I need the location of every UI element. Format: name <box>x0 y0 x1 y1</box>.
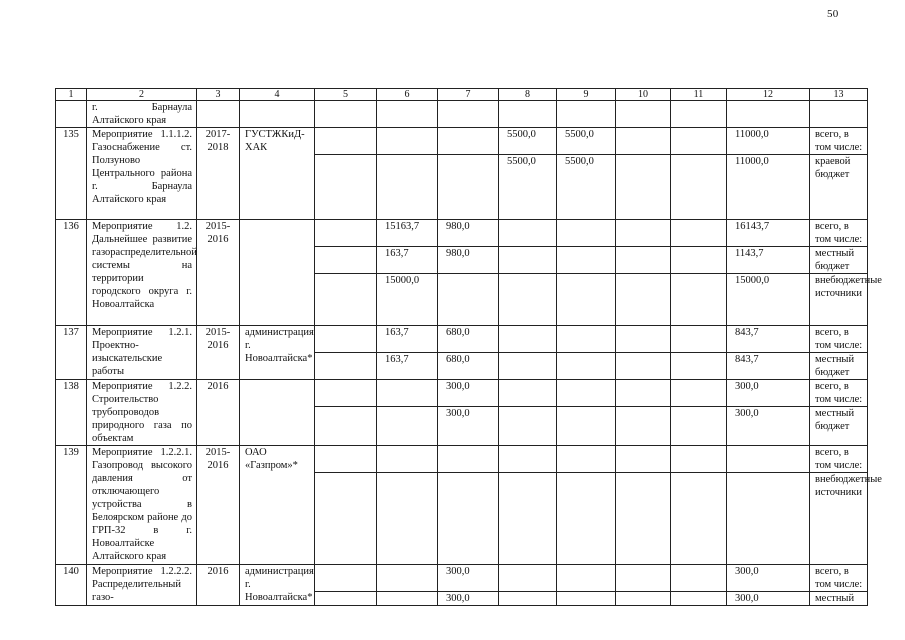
cell-c10 <box>616 155 671 220</box>
cell-c10 <box>616 274 671 326</box>
header-col-13: 13 <box>810 89 868 101</box>
header-col-8: 8 <box>499 89 557 101</box>
cell-period: 2015-2016 <box>197 446 240 565</box>
cell-c5 <box>315 274 377 326</box>
cell-c7: 980,0 <box>438 247 499 274</box>
cell-c13: местный <box>810 592 868 606</box>
cell-c11 <box>671 353 727 380</box>
cell-c11 <box>671 274 727 326</box>
header-col-6: 6 <box>377 89 438 101</box>
cell-c9 <box>557 592 616 606</box>
cell-c8 <box>499 380 557 407</box>
cell-c13: всего, в том числе: <box>810 380 868 407</box>
cell-c12: 16143,7 <box>727 220 810 247</box>
table-row <box>56 220 868 247</box>
cell-c7 <box>438 446 499 473</box>
cell-name: Мероприятие 1.2.2.1. Газопровод высокого давления от отключающего устройства в Белоярском районе до ГРП-32 в г. Новоалтайске Алтайского края <box>87 446 197 565</box>
cell-executor: ГУСТЖКиД-ХАК <box>240 128 315 220</box>
cell-c8: 5500,0 <box>499 155 557 220</box>
cell-c12: 300,0 <box>727 407 810 446</box>
table-body <box>56 101 882 606</box>
cell-c7: 680,0 <box>438 326 499 353</box>
cell-name: Мероприятие 1.2.1. Проектно-изыскательские работы <box>87 326 197 380</box>
cell-c5 <box>315 220 377 247</box>
header-col-10: 10 <box>616 89 671 101</box>
continuation-row <box>56 101 868 128</box>
cell-c9 <box>557 220 616 247</box>
cell-c6 <box>377 407 438 446</box>
cell-c8 <box>499 592 557 606</box>
cell-name: г. Барнаула Алтайского края <box>87 101 197 128</box>
cell-period: 2017-2018 <box>197 128 240 220</box>
cell-c5 <box>315 407 377 446</box>
cell-no: 136 <box>56 220 87 326</box>
cell-c13: всего, в том числе: <box>810 446 868 473</box>
cell-c5 <box>315 592 377 606</box>
cell-c5 <box>315 155 377 220</box>
cell-c9 <box>557 380 616 407</box>
cell-c9 <box>557 247 616 274</box>
cell-c7 <box>438 274 499 326</box>
cell-c6: 15163,7 <box>377 220 438 247</box>
cell-executor: ОАО «Газпром»* <box>240 446 315 565</box>
cell-c10 <box>616 353 671 380</box>
cell-c12: 11000,0 <box>727 128 810 155</box>
cell-c6: 163,7 <box>377 353 438 380</box>
cell-c11 <box>671 326 727 353</box>
cell-c13: краевой бюджет <box>810 155 868 220</box>
cell-no: 138 <box>56 380 87 446</box>
cell-name: Мероприятие 1.2. Дальнейшее развитие газораспределительной системы на территории городского округа г. Новоалтайска <box>87 220 197 326</box>
cell-c5 <box>315 128 377 155</box>
cell-c11 <box>671 407 727 446</box>
cell-c12: 843,7 <box>727 353 810 380</box>
cell-c8 <box>499 473 557 565</box>
cell-c8 <box>499 326 557 353</box>
cell-c13: внебюджетные источники <box>810 473 868 565</box>
cell-c8 <box>499 565 557 592</box>
cell-c9 <box>557 274 616 326</box>
cell-no: 140 <box>56 565 87 606</box>
cell-c10 <box>616 380 671 407</box>
cell-c6: 15000,0 <box>377 274 438 326</box>
cell-c10 <box>616 326 671 353</box>
header-col-11: 11 <box>671 89 727 101</box>
cell-c12 <box>727 473 810 565</box>
cell-c9 <box>557 326 616 353</box>
cell-c12: 843,7 <box>727 326 810 353</box>
cell-c13: местный бюджет <box>810 407 868 446</box>
cell-period: 2015-2016 <box>197 220 240 326</box>
cell-c7: 980,0 <box>438 220 499 247</box>
cell-name: Мероприятие 1.1.1.2. Газоснабжение ст. Ползуново Центрального района г. Барнаула Алтайского края <box>87 128 197 220</box>
cell-c7: 300,0 <box>438 407 499 446</box>
cell-c9 <box>557 446 616 473</box>
cell-c12: 11000,0 <box>727 155 810 220</box>
cell-executor: администрация г. Новоалтайска* <box>240 565 315 606</box>
header-col-12: 12 <box>727 89 810 101</box>
cell-c11 <box>671 446 727 473</box>
cell-c10 <box>616 446 671 473</box>
page-number: 50 <box>827 8 839 20</box>
cell-c8 <box>499 353 557 380</box>
cell-c5 <box>315 247 377 274</box>
cell-c5 <box>315 446 377 473</box>
cell-c11 <box>671 565 727 592</box>
cell-c6 <box>377 565 438 592</box>
cell-c6 <box>377 380 438 407</box>
cell-period: 2016 <box>197 565 240 606</box>
header-col-9: 9 <box>557 89 616 101</box>
cell-name: Мероприятие 1.2.2. Строительство трубопроводов природного газа по объектам <box>87 380 197 446</box>
cell-c7: 300,0 <box>438 565 499 592</box>
cell-c5 <box>315 565 377 592</box>
cell-c8: 5500,0 <box>499 128 557 155</box>
header-col-5: 5 <box>315 89 377 101</box>
cell-c13: всего, в том числе: <box>810 220 868 247</box>
cell-no: 137 <box>56 326 87 380</box>
table-row <box>56 446 868 473</box>
cell-executor: администрация г. Новоалтайска* <box>240 326 315 380</box>
cell-c8 <box>499 446 557 473</box>
cell-no <box>56 101 87 128</box>
cell-name: Мероприятие 1.2.2.2. Распределительный газо- <box>87 565 197 606</box>
cell-c6: 163,7 <box>377 247 438 274</box>
cell-c5 <box>315 473 377 565</box>
cell-c9 <box>557 473 616 565</box>
cell-c10 <box>616 247 671 274</box>
header-col-3: 3 <box>197 89 240 101</box>
cell-executor <box>240 380 315 446</box>
cell-period: 2016 <box>197 380 240 446</box>
cell-c11 <box>671 155 727 220</box>
cell-c13: местный бюджет <box>810 247 868 274</box>
cell-c7 <box>438 155 499 220</box>
cell-c7 <box>438 473 499 565</box>
cell-c5 <box>315 353 377 380</box>
cell-c13: внебюджетные источники <box>810 274 868 326</box>
header-col-2: 2 <box>87 89 197 101</box>
header-col-7: 7 <box>438 89 499 101</box>
cell-c11 <box>671 380 727 407</box>
cell-no: 135 <box>56 128 87 220</box>
cell-c5 <box>315 380 377 407</box>
cell-c12: 300,0 <box>727 565 810 592</box>
cell-c7 <box>438 128 499 155</box>
cell-executor <box>240 220 315 326</box>
cell-c7: 300,0 <box>438 592 499 606</box>
cell-c12: 1143,7 <box>727 247 810 274</box>
cell-c6 <box>377 592 438 606</box>
cell-c9 <box>557 565 616 592</box>
header-col-4: 4 <box>240 89 315 101</box>
cell-c6 <box>377 446 438 473</box>
cell-c8 <box>499 247 557 274</box>
cell-no: 139 <box>56 446 87 565</box>
cell-c13: всего, в том числе: <box>810 128 868 155</box>
cell-c11 <box>671 473 727 565</box>
cell-c5 <box>315 326 377 353</box>
cell-c6 <box>377 473 438 565</box>
table-row <box>56 380 868 407</box>
cell-c13: всего, в том числе: <box>810 565 868 592</box>
cell-c10 <box>616 220 671 247</box>
cell-c9: 5500,0 <box>557 128 616 155</box>
cell-c13: всего, в том числе: <box>810 326 868 353</box>
table-row <box>56 128 868 155</box>
cell-period: 2015-2016 <box>197 326 240 380</box>
cell-c6 <box>377 128 438 155</box>
header-row <box>56 89 868 101</box>
cell-c11 <box>671 220 727 247</box>
cell-c8 <box>499 274 557 326</box>
cell-c10 <box>616 128 671 155</box>
cell-c7: 680,0 <box>438 353 499 380</box>
table-row <box>56 326 868 353</box>
budget-table <box>55 88 882 606</box>
cell-c11 <box>671 247 727 274</box>
cell-c8 <box>499 220 557 247</box>
cell-c10 <box>616 473 671 565</box>
cell-c9 <box>557 353 616 380</box>
cell-c7: 300,0 <box>438 380 499 407</box>
header-col-1: 1 <box>56 89 87 101</box>
cell-c10 <box>616 592 671 606</box>
table-row <box>56 565 868 592</box>
cell-c9 <box>557 407 616 446</box>
cell-c11 <box>671 592 727 606</box>
cell-c12: 15000,0 <box>727 274 810 326</box>
cell-c8 <box>499 407 557 446</box>
cell-c10 <box>616 565 671 592</box>
cell-c11 <box>671 128 727 155</box>
cell-c13: местный бюджет <box>810 353 868 380</box>
cell-c10 <box>616 407 671 446</box>
cell-c9: 5500,0 <box>557 155 616 220</box>
cell-c12: 300,0 <box>727 592 810 606</box>
cell-c12 <box>727 446 810 473</box>
cell-c6: 163,7 <box>377 326 438 353</box>
cell-c12: 300,0 <box>727 380 810 407</box>
cell-c6 <box>377 155 438 220</box>
